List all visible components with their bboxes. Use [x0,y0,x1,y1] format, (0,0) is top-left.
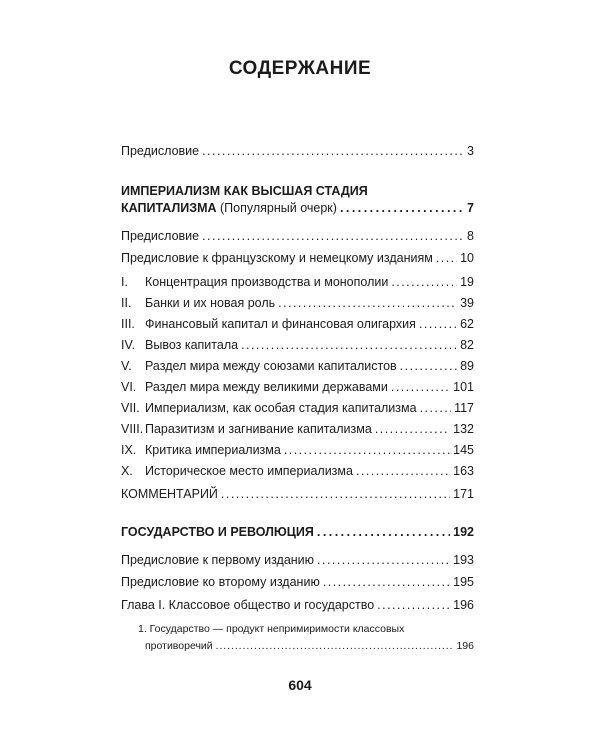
chapter-number: X. [121,464,133,478]
entry-label: Паразитизм и загнивание капитализма [145,422,372,436]
leader-dots [436,250,457,266]
entry-label: Концентрация производства и монополии [145,275,389,289]
entry-label: Предисловие [121,144,200,158]
entry-label: Банки и их новая роль [145,296,276,310]
entry-page: 89 [460,359,474,373]
entry-label: Предисловие к первому изданию [121,553,315,567]
chapter-number: VI. [121,380,137,394]
toc-entry-preface-top[interactable] [121,143,474,159]
entry-page: 117 [454,401,474,415]
chapter-number: IV. [121,338,136,352]
entry-label: Глава I. Классовое общество и государство [121,598,375,612]
chapter-number: VII. [121,401,140,415]
chapter-number: I. [121,275,128,289]
leader-dots [377,597,450,613]
toc-entry-chapter[interactable] [145,400,474,416]
entry-page: 8 [467,229,474,243]
toc-entry-chapter[interactable] [145,358,474,374]
entry-page: 101 [453,380,474,394]
entry-page: 10 [460,251,474,265]
chapter-number: V. [121,359,132,373]
leader-dots [391,379,450,395]
section-subtitle: (Популярный очерк) [220,201,337,215]
leader-dots [284,442,450,458]
section-heading-imperialism-line2: КАПИТАЛИЗМА [121,201,217,215]
entry-page: 193 [453,553,474,567]
leader-dots [317,524,450,540]
entry-page: 132 [453,422,474,436]
leader-dots [375,421,450,437]
toc-subentry-line1[interactable]: 1. Государство — продукт непримиримости классовых [138,623,405,635]
leader-dots [420,400,451,416]
leader-dots [391,274,457,290]
toc-entry-chapter[interactable] [145,316,474,332]
entry-page: 163 [453,464,474,478]
leader-dots [216,638,454,654]
chapter-number: III. [121,317,135,331]
toc-subentry-state-product[interactable] [145,638,474,654]
page-number: 604 [288,677,312,693]
leader-dots [278,295,457,311]
entry-page: 3 [467,144,474,158]
leader-dots [323,574,450,590]
chapter-number: VIII. [121,422,144,436]
entry-page: 145 [453,443,474,457]
toc-entry-comments[interactable] [121,486,474,502]
page-title: СОДЕРЖАНИЕ [228,58,372,79]
entry-page: 7 [467,201,474,215]
entry-page: 82 [460,338,474,352]
toc-entry-chapter[interactable] [145,337,474,353]
entry-label: Предисловие к французскому и немецкому изданиям [121,251,433,265]
entry-page: 195 [453,575,474,589]
leader-dots [221,486,450,502]
toc-entry-preface[interactable] [121,228,474,244]
entry-label: Критика империализма [145,443,281,457]
leader-dots [419,316,457,332]
toc-entry-chapter[interactable] [145,379,474,395]
entry-label: Предисловие ко второму изданию [121,575,320,589]
toc-entry-state-revolution[interactable] [121,524,474,540]
entry-page: 62 [460,317,474,331]
entry-page: 192 [453,525,474,539]
leader-dots [202,228,464,244]
entry-label [121,200,337,216]
chapter-number: IX. [121,443,137,457]
toc-entry-chapter[interactable] [145,463,474,479]
toc-entry-chapter[interactable] [145,442,474,458]
entry-label: Предисловие [121,229,200,243]
toc-entry-preface-second[interactable] [121,574,474,590]
toc-entry-chapter[interactable] [145,421,474,437]
entry-page: 39 [460,296,474,310]
leader-dots [400,358,457,374]
toc-entry-chapter-one[interactable] [121,597,474,613]
entry-label: Финансовый капитал и финансовая олигархия [145,317,416,331]
chapter-number: II. [121,296,132,310]
leader-dots [202,143,464,159]
entry-label: Раздел мира между союзами капиталистов [145,359,397,373]
leader-dots [317,552,450,568]
entry-label: Империализм, как особая стадия капитализма [145,401,417,415]
entry-page: 196 [453,598,474,612]
leader-dots [356,463,450,479]
entry-label: КОММЕНТАРИЙ [121,487,218,501]
toc-entry-chapter[interactable] [145,274,474,290]
toc-entry-preface-fr-de[interactable] [121,250,474,266]
entry-label: противоречий [145,640,213,652]
section-heading-imperialism-line1[interactable]: ИМПЕРИАЛИЗМ КАК ВЫСШАЯ СТАДИЯ [121,184,368,198]
leader-dots [241,337,457,353]
entry-label: Историческое место империализма [145,464,353,478]
entry-label: Раздел мира между великими державами [145,380,388,394]
entry-page: 19 [460,275,474,289]
entry-label: Вывоз капитала [145,338,239,352]
leader-dots [340,200,464,216]
toc-entry-imperialism[interactable] [121,200,474,216]
toc-entry-chapter[interactable] [145,295,474,311]
section-heading-state: ГОСУДАРСТВО И РЕВОЛЮЦИЯ [121,525,314,539]
entry-page: 171 [453,487,474,501]
toc-entry-preface-first[interactable] [121,552,474,568]
entry-page: 196 [456,640,474,652]
